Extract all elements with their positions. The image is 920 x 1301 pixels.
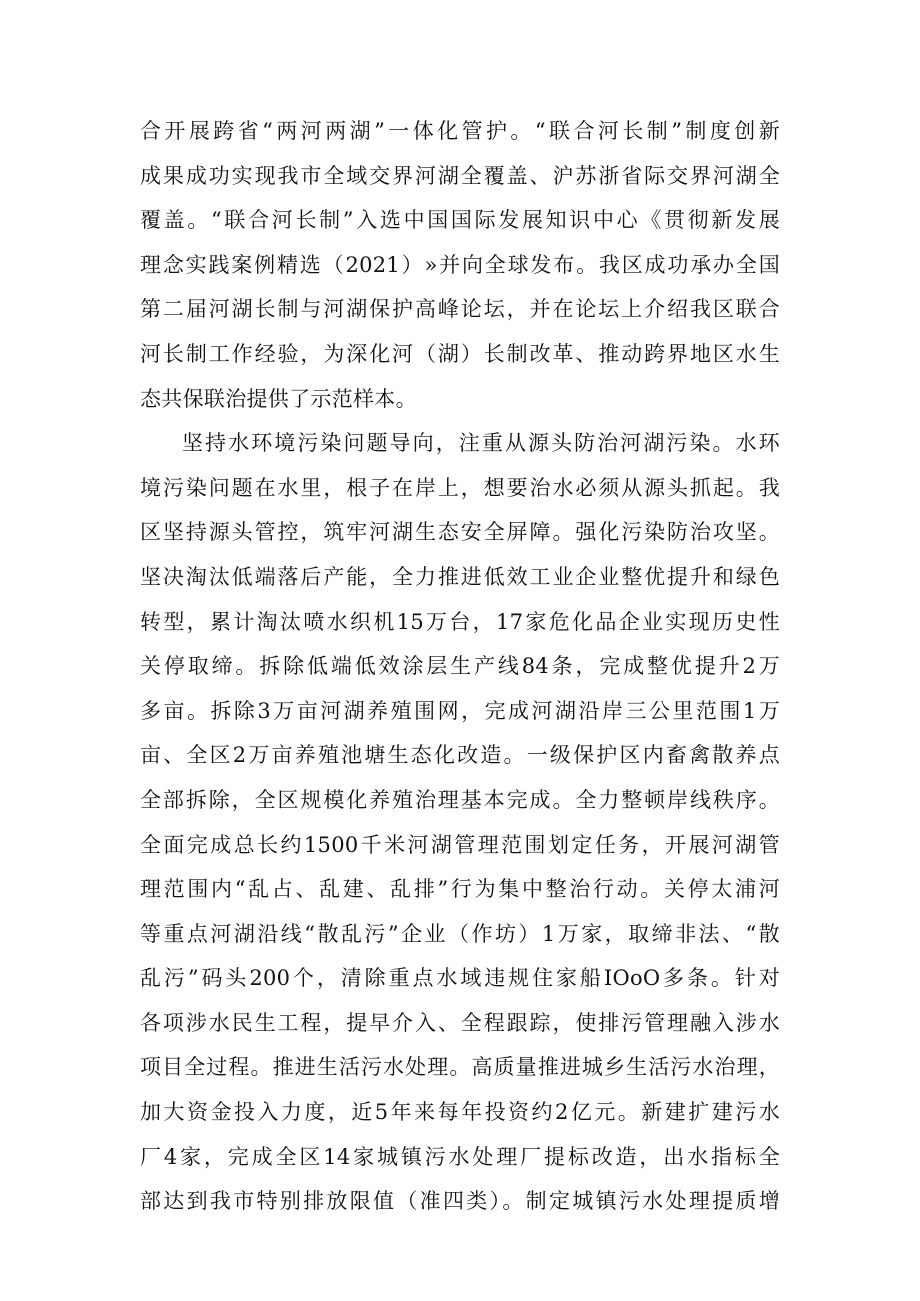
- text-line: 理范围内“乱占、乱建、乱排”行为集中整治行动。关停太浦河: [140, 877, 780, 902]
- text-line: 乱污”码头200个，清除重点水域违规住家船IOoO多条。针对: [140, 966, 780, 991]
- text-line: 多亩。拆除3万亩河湖养殖围网，完成河湖沿岸三公里范围1万: [140, 698, 780, 723]
- paragraph-2: [140, 421, 780, 1224]
- text-line: 等重点河湖沿线“散乱污”企业（作坊）1万家，取缔非法、“散: [140, 921, 780, 946]
- text-line: 加大资金投入力度，近5年来每年投资约2亿元。新建扩建污水: [140, 1100, 780, 1125]
- text-line: 全部拆除，全区规模化养殖治理基本完成。全力整顿岸线秩序。: [140, 787, 780, 812]
- text-line: 项目全过程。推进生活污水处理。高质量推进城乡生活污水治理，: [140, 1055, 780, 1080]
- text-line: 覆盖。“联合河长制”入选中国国际发展知识中心《贯彻新发展: [140, 208, 780, 233]
- text-line: 关停取缔。拆除低端低效涂层生产线84条，完成整优提升2万: [140, 654, 780, 679]
- text-line: 成果成功实现我市全域交界河湖全覆盖、沪苏浙省际交界河湖全: [140, 163, 780, 188]
- text-line: 区坚持源头管控，筑牢河湖生态安全屏障。强化污染防治攻坚。: [140, 520, 780, 545]
- text-line: 各项涉水民生工程，提早介入、全程跟踪，使排污管理融入涉水: [140, 1010, 780, 1035]
- body-text: [140, 109, 780, 1224]
- text-line: 第二届河湖长制与河湖保护高峰论坛，并在论坛上介绍我区联合: [140, 297, 780, 322]
- text-line: 坚决淘汰低端落后产能，全力推进低效工业企业整优提升和绿色: [140, 564, 780, 589]
- text-line: 合开展跨省“两河两湖”一体化管护。“联合河长制”制度创新: [140, 119, 780, 143]
- text-line: 理念实践案例精选（2021）»并向全球发布。我区成功承办全国: [140, 252, 780, 277]
- paragraph-1: [140, 109, 780, 421]
- text-line: 河长制工作经验，为深化河（湖）长制改革、推动跨界地区水生: [140, 341, 780, 366]
- text-line: 转型，累计淘汰喷水织机15万台，17家危化品企业实现历史性: [140, 609, 780, 634]
- text-line: 厂4家，完成全区14家城镇污水处理厂提标改造，出水指标全: [140, 1144, 780, 1169]
- text-line: 态共保联治提供了示范样本。: [140, 386, 417, 411]
- text-line: 全面完成总长约1500千米河湖管理范围划定任务，开展河湖管: [140, 832, 780, 857]
- text-line: 境污染问题在水里，根子在岸上，想要治水必须从源头抓起。我: [140, 475, 780, 500]
- text-line: 坚持水环境污染问题导向，注重从源头防治河湖污染。水环: [182, 431, 780, 456]
- text-line: 部达到我市特别排放限值（准四类）。制定城镇污水处理提质增: [140, 1189, 780, 1214]
- text-line: 亩、全区2万亩养殖池塘生态化改造。一级保护区内畜禽散养点: [140, 743, 780, 768]
